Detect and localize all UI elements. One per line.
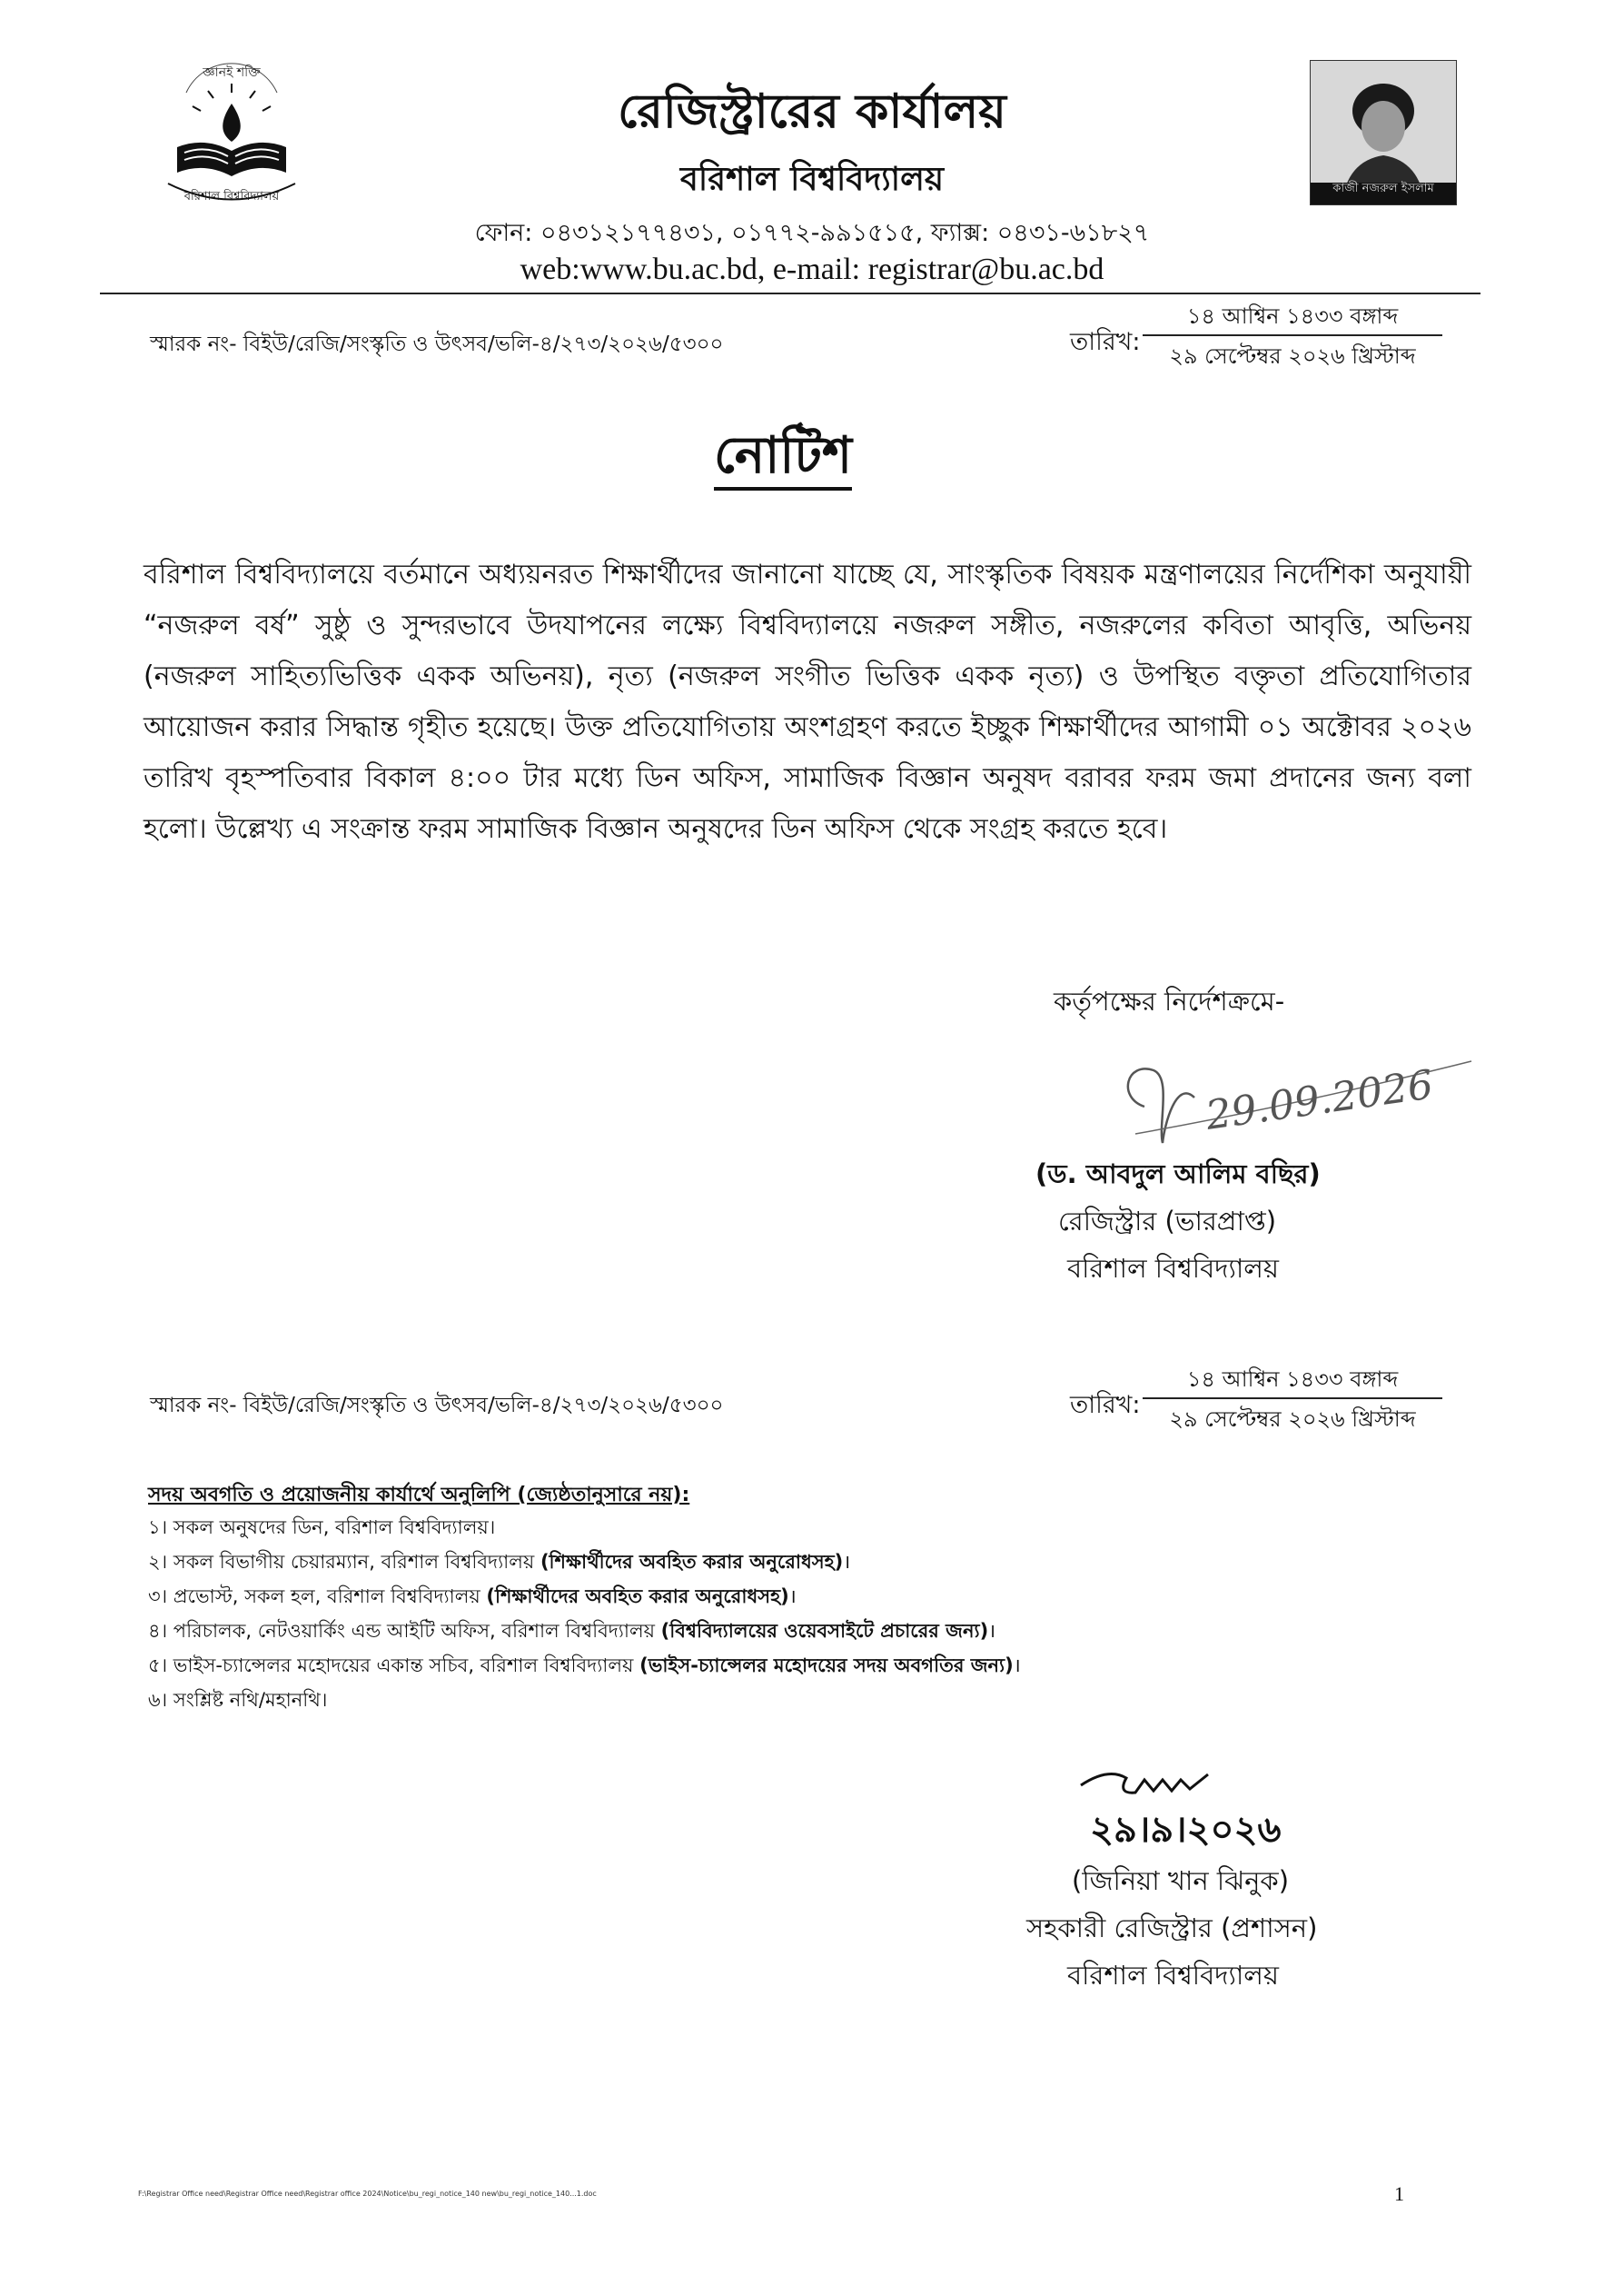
signature-date: 29.09.2026 [1203,1061,1437,1139]
date-divider [1143,334,1442,336]
date-english: ২৯ সেপ্টেম্বর ২০২৬ খ্রিস্টাব্দ [1169,343,1416,369]
page-number: 1 [1394,2182,1404,2205]
copy-item: ৫। ভাইস-চ্যান্সেলর মহোদয়ের একান্ত সচিব, বরিশাল বিশ্ববিদ্যালয় (ভাইস-চ্যান্সেলর মহোদয়ের সদয় অবগতির জন্য)। [148,1654,1021,1676]
assistant-registrar-signature [1072,1758,1308,1858]
registrar-designation: রেজিস্ট্রার (ভারপ্রাপ্ত) [1058,1206,1277,1237]
copy-item: ১। সকল অনুষদের ডিন, বরিশাল বিশ্ববিদ্যালয়। [148,1516,496,1538]
copy-item: ৩। প্রভোস্ট, সকল হল, বরিশাল বিশ্ববিদ্যালয় (শিক্ষার্থীদের অবহিত করার অনুরোধসহ)। [148,1585,797,1607]
university-name: বরিশাল বিশ্ববিদ্যালয় [679,161,945,198]
date-label: তারিখ: [1070,328,1141,356]
registrar-signature [1108,1043,1490,1161]
web-email: web:www.bu.ac.bd, e-mail: registrar@bu.ac.bd [520,253,1104,286]
registrar-name: (ড. আবদুল আলিম বছির) [1035,1158,1321,1189]
logo-university-name: বরিশাল বিশ্ববিদ্যালয় [183,190,280,204]
copy-distribution-list [148,1510,1021,1717]
copy-item: ২। সকল বিভাগীয় চেয়ারম্যান, বরিশাল বিশ্ববিদ্যালয় (শিক্ষার্থীদের অবহিত করার অনুরোধসহ)। [148,1551,851,1573]
nazrul-portrait-image [1310,60,1457,205]
notice-title: নোটিশ [714,427,852,491]
date-divider-copy [1143,1397,1442,1399]
date-bangla-copy: ১৪ আশ্বিন ১৪৩৩ বঙ্গাব্দ [1186,1366,1399,1392]
copy-item: ৬। সংশ্লিষ্ট নথি/মহানথি। [148,1689,328,1711]
notice-body: বরিশাল বিশ্ববিদ্যালয়ে বর্তমানে অধ্যয়নরত শিক্ষার্থীদের জানানো যাচ্ছে যে, সাংস্কৃতিক বিষয়ক মন্ত্রণালয়ের নির্দেশিকা অনুযায়ী “নজরুল বর্ষ” সুষ্ঠু ও সুন্দরভাবে উদযাপনের লক্ষ্যে বিশ্ববিদ্যালয়ে নজরুল সঙ্গীত, নজরুলের কবিতা আবৃত্তি, অভিনয় (নজরুল সাহিত্যভিত্তিক একক অভিনয়), নৃত্য (নজরুল সংগীত ভিত্তিক একক নৃত্য) ও উপস্থিত বক্তৃতা প্রতিযোগিতার আয়োজন করার সিদ্ধান্ত গৃহীত হয়েছে। উক্ত প্রতিযোগিতায় অংশগ্রহণ করতে ইচ্ছুক শিক্ষার্থীদের আগামী ০১ অক্টোবর ২০২৬ তারিখ বৃহস্পতিবার বিকাল ৪:০০ টার মধ্যে ডিন অফিস, সামাজিক বিজ্ঞান অনুষদ বরাবর ফরম জমা প্রদানের জন্য বলা হলো। উল্লেখ্য এ সংক্রান্ত ফরম সামাজিক বিজ্ঞান অনুষদের ডিন অফিস থেকে সংগ্রহ করতে হবে। [144,559,1471,845]
memo-reference: স্মারক নং- বিইউ/রেজি/সংস্কৃতি ও উৎসব/ভলি-৪/২৭৩/২০২৬/৫৩০০ [150,333,724,356]
copy-item: ৪। পরিচালক, নেটওয়ার্কিং এন্ড আইটি অফিস, বরিশাল বিশ্ববিদ্যালয় (বিশ্ববিদ্যালয়ের ওয়েবসাইটে প্রচারের জন্য)। [148,1620,996,1642]
date-english-copy: ২৯ সেপ্টেম্বর ২০২৬ খ্রিস্টাব্দ [1169,1406,1416,1432]
logo-motto: জ্ঞানই শক্তি [203,65,261,80]
portrait-caption: কাজী নজরুল ইসলাম [1332,182,1434,195]
header-divider [100,293,1480,294]
file-path-footer: F:\Registrar Office need\Registrar Office need\Registrar office 2024\Notice\bu_regi_notice_140 new\bu_regi_notice_140...1.doc [138,2190,597,2198]
assistant-registrar-name: (জিনিয়া খান ঝিনুক) [1072,1865,1290,1896]
date-label-copy: তারিখ: [1070,1391,1141,1419]
copy-distribution-heading: সদয় অবগতি ও প্রয়োজনীয় কার্যার্থে অনুলিপি (জ্যেষ্ঠতানুসারে নয়): [148,1484,690,1506]
registrar-organization: বরিশাল বিশ্ববিদ্যালয় [1067,1253,1279,1284]
assistant-registrar-organization: বরিশাল বিশ্ববিদ্যালয় [1067,1960,1279,1991]
date-bangla: ১৪ আশ্বিন ১৪৩৩ বঙ্গাব্দ [1186,303,1399,329]
contact-numbers: ফোন: ০৪৩১২১৭৭৪৩১, ০১৭৭২-৯৯১৫১৫, ফ্যাক্স: ০৪৩১-৬১৮২৭ [474,219,1150,247]
assistant-registrar-designation: সহকারী রেজিস্ট্রার (প্রশাসন) [1026,1912,1318,1943]
assistant-sign-date: ২৯।৯।২০২৬ [1090,1809,1282,1851]
office-title: রেজিস্ট্রারের কার্যালয় [618,84,1006,139]
authority-line: কর্তৃপক্ষের নির্দেশক্রমে- [1054,986,1285,1017]
memo-reference-copy: স্মারক নং- বিইউ/রেজি/সংস্কৃতি ও উৎসব/ভলি-৪/২৭৩/২০২৬/৫৩০০ [150,1394,724,1417]
